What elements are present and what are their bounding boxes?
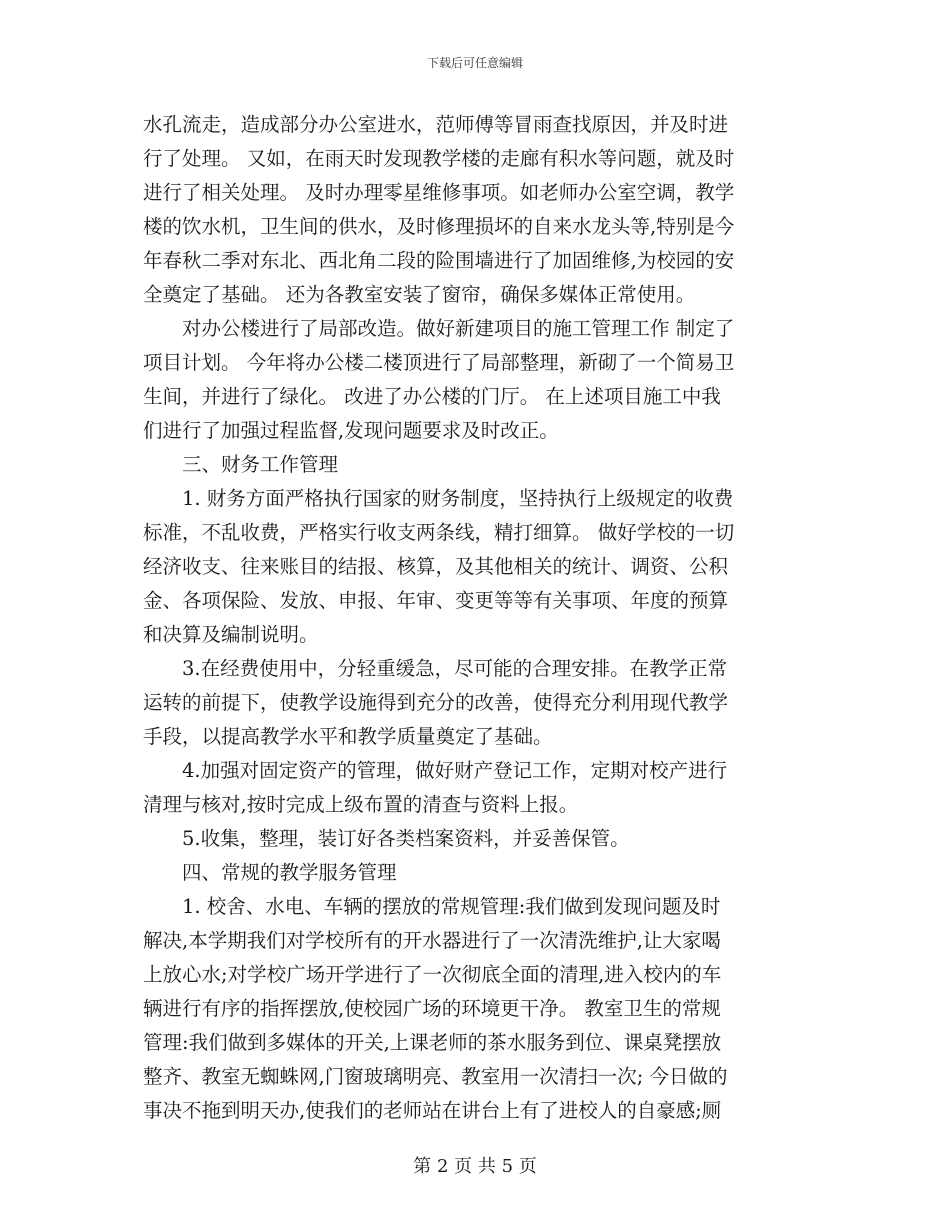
- text-line: 1. 校舍、水电、车辆的摆放的常规管理:我们做到发现问题及时: [143, 895, 721, 918]
- text-line: 整齐、教室无蜘蛛网,门窗玻璃明亮、教室用一次清扫一次; 今日做的: [143, 1065, 728, 1088]
- text-line: 清理与核对,按时完成上级布置的清查与资料上报。: [143, 793, 579, 816]
- text-line: 年春秋二季对东北、西北角二段的险围墙进行了加固维修,为校园的安: [143, 249, 735, 272]
- text-line: 和决算及编制说明。: [143, 623, 319, 646]
- text-line: 运转的前提下，使教学设施得到充分的改善，使得充分利用现代教学: [143, 691, 729, 714]
- text-line: 进行了相关处理。 及时办理零星维修事项。如老师办公室空调，教学: [143, 181, 735, 204]
- text-line: 全奠定了基础。 还为各教室安装了窗帘，确保多媒体正常使用。: [143, 283, 696, 306]
- text-line: 手段，以提高教学水平和教学质量奠定了基础。: [143, 725, 553, 748]
- text-line: 管理:我们做到多媒体的开关,上课老师的茶水服务到位、课桌凳摆放: [143, 1031, 722, 1054]
- text-line: 经济收支、往来账目的结报、核算，及其他相关的统计、调资、公积: [143, 555, 729, 578]
- text-line: 楼的饮水机，卫生间的供水，及时修理损坏的自来水龙头等,特别是今: [143, 215, 735, 238]
- text-line: 水孔流走，造成部分办公室进水，范师傅等冒雨查找原因，并及时进: [143, 113, 729, 136]
- document-body: [143, 108, 807, 1128]
- text-line: 金、各项保险、发放、申报、年审、变更等等有关事项、年度的预算: [143, 589, 729, 612]
- text-line: 5.收集，整理，装订好各类档案资料，并妥善保管。: [143, 827, 630, 850]
- page-footer: 第 2 页 共 5 页: [413, 1156, 537, 1177]
- page-header: 下载后可任意编辑: [426, 56, 523, 70]
- text-line: 们进行了加强过程监督,发现问题要求及时改正。: [143, 419, 559, 442]
- text-line: 事决不拖到明天办,使我们的老师站在讲台上有了进校人的自豪感;厕: [143, 1099, 722, 1122]
- text-line: 生间，并进行了绿化。 改进了办公楼的门厅。 在上述项目施工中我: [143, 385, 721, 408]
- text-line: 项目计划。 今年将办公楼二楼顶进行了局部整理，新砌了一个简易卫: [143, 351, 735, 374]
- text-line: 四、常规的教学服务管理: [143, 861, 397, 884]
- text-line: 标准，不乱收费，严格实行收支两条线，精打细算。 做好学校的一切: [143, 521, 735, 544]
- text-line: 行了处理。 又如，在雨天时发现教学楼的走廊有积水等问题，就及时: [143, 147, 735, 170]
- text-line: 三、财务工作管理: [143, 453, 339, 476]
- text-line: 对办公楼进行了局部改造。做好新建项目的施工管理工作 制定了: [143, 317, 735, 340]
- text-line: 上放心水;对学校广场开学进行了一次彻底全面的清理,进入校内的车: [143, 963, 722, 986]
- text-line: 1. 财务方面严格执行国家的财务制度，坚持执行上级规定的收费: [143, 487, 734, 510]
- text-line: 4.加强对固定资产的管理，做好财产登记工作，定期对校产进行: [143, 759, 728, 782]
- text-line: 3.在经费使用中，分轻重缓急，尽可能的合理安排。在教学正常: [143, 657, 728, 680]
- text-line: 辆进行有序的指挥摆放,使校园广场的环境更干净。 教室卫生的常规: [143, 997, 721, 1020]
- text-line: 解决,本学期我们对学校所有的开水器进行了一次清洗维护,让大家喝: [143, 929, 721, 952]
